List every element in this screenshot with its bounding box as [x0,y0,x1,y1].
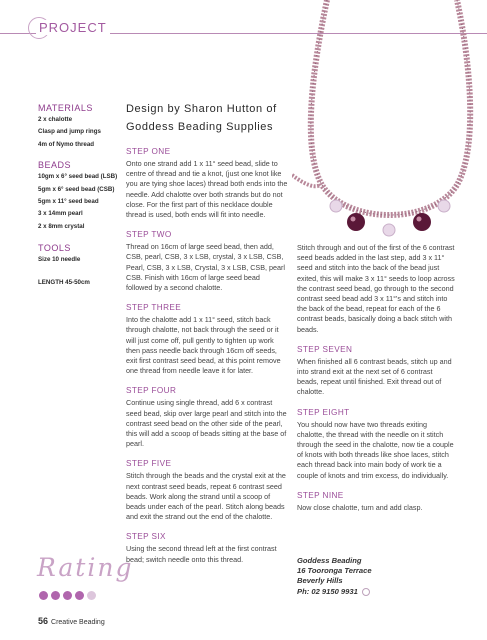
step-title: STEP SIX [126,532,166,542]
magazine-name: Creative Beading [51,619,105,626]
beads-item: 5gm x 11° seed bead [38,198,99,206]
beads-item: 2 x 8mm crystal [38,222,85,230]
step-text: When finished all 6 contrast beads, stitch up and into strand exit at the next set of 6 contrast beads, repeat until finished. Exit thread out of chalotte. [297,356,452,397]
step-title: STEP SEVEN [297,344,353,354]
rating-dots [39,587,99,605]
beads-item: 10gm x 6° seed bead (LSB) [38,173,118,181]
rating-label: Rating [37,553,134,582]
tools-heading: TOOLS [38,243,71,254]
step-text: Thread on 16cm of large seed bead, then add, CSB, pearl, CSB, 3 x LSB, crystal, 3 x LSB, CSB, Pearl, CSB, 3 x LSB, Crystal, 3 x LSB, CSB, pearl CSB. Finish with 16cm of large seed bead followed by a second chalotte. [126,242,285,293]
materials-item: Clasp and jump rings [38,128,101,136]
step-title: STEP FIVE [126,459,172,469]
step-text: Stitch through the beads and the crystal exit at the next contrast seed beads, repeat 6 contrast seed beads. Work along the strand until a scoop of beads under each of the pearl. Stitch along beads and exit the strand out the end of the chalotte. [126,471,286,522]
step-text: Into the chalotte add 1 x 11° seed, stitch back through chalotte, not back through the seed or it will just come off, pull gently to tighten up work then pass needle back through 16cm off seeds, exit first contrast seed bead, at this point remove one thread from needle leave it for later. [126,315,281,376]
step-text: Now close chalotte, turn and add clasp. [297,502,423,512]
tools-item: Size 10 needle [38,256,81,264]
rating-dot-empty-icon [87,591,96,600]
beads-item: 3 x 14mm pearl [38,210,83,218]
steps-column-left [126,147,288,575]
rating-dot-filled-icon [39,591,48,600]
step-title: STEP NINE [297,490,344,500]
supplier-address [297,556,457,597]
step-title: STEP ONE [126,147,171,156]
materials-item: 2 x chalotte [38,116,73,123]
supplier-suburb: Beverly Hills [297,576,343,586]
rating-dot-filled-icon [63,591,72,600]
credit-line-2: Goddess Beading Supplies [126,121,274,133]
credit-line-1: Design by Sharon Hutton of [126,103,277,115]
steps-column-right [297,243,455,523]
beads-heading: BEADS [38,160,72,171]
step-title: STEP THREE [126,303,182,313]
page-footer [38,616,105,626]
materials-item: 4m of Nymo thread [38,140,95,148]
section-title: PROJECT [36,20,110,35]
supplier-phone: Ph: 02 9150 9931 [297,586,358,596]
length-info: LENGTH 45-50cm [38,278,90,286]
step-text: Stitch through and out of the first of the 6 contrast seed beads added in the last step, add 3 x 11° seed and stitch into the back of the bead just exited, this will make 3 x 11° seeds to loop across the contrast seed bead, go through to the second contrast seed bead add 3 x 11°'s and stitch into the back of the bead, repeat for each of the 6 contrast beads, basically doing a back stitch with beads. [297,243,455,334]
step-text: Onto one strand add 1 x 11° seed bead, slide to centre of thread and tie a knot, (just one knot like you are tying shoe laces) thread both ends into the needle. Add chalotte over both strands but do not close. For the first part of this necklace double thread is used, both ends will fit into needle. [126,159,288,220]
step-text: Continue using single thread, add 6 x contrast seed bead, skip over large pearl and stitch into the contrast seed bead on the other side of the pearl, this will add a scoop of beads sitting at the base of pearl. [126,398,287,449]
materials-heading: MATERIALS [38,103,93,113]
necklace-image [292,0,487,240]
step-text: Using the second thread left at the first contrast bead; switch needle onto this thread. [126,544,277,564]
step-title: STEP EIGHT [297,407,350,417]
design-credit [126,100,296,136]
step-title: STEP TWO [126,230,172,240]
rating-dot-filled-icon [75,591,84,600]
step-title: STEP FOUR [126,386,177,396]
supplier-street: 16 Tooronga Terrace [297,566,372,576]
rating-dot-filled-icon [51,591,60,600]
page-number: 56 [38,616,49,626]
supplier-name: Goddess Beading [297,556,362,565]
circle-icon [362,588,370,596]
materials-sidebar [38,103,120,289]
beads-item: 5gm x 6° seed bead (CSB) [38,185,115,193]
step-text: You should now have two threads exiting chalotte, the thread with the needle on it stitch through the seed in the chalotte, now tie a couple of knots with both threads like shoe laces, stitch each thread back into main body of work tie a couple of knots and trim excess, do individually. [297,419,454,480]
